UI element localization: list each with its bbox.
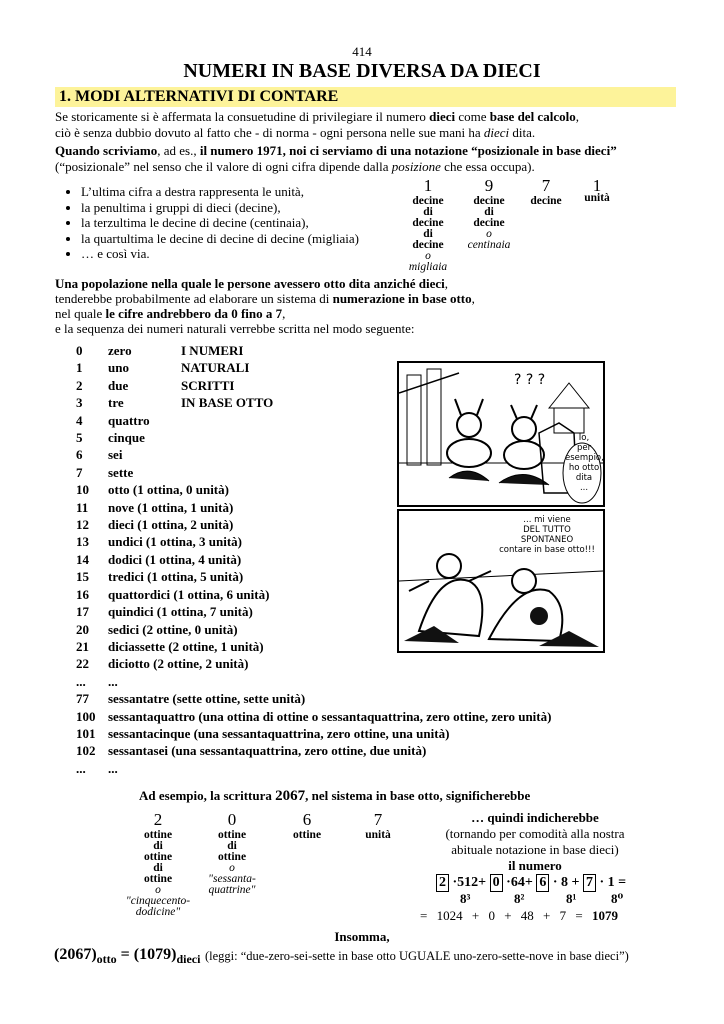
number-name: sei <box>108 447 123 463</box>
number-name: sessantacinque (una sessantaquattrina, zero ottine, una unità) <box>108 725 450 741</box>
digit-1971-thousands: 1 decine di decine di decine o migliaia <box>408 176 448 273</box>
number-name: diciassette (2 ottine, 1 unità) <box>108 638 264 654</box>
positional-line-2: (“posizionale” nel senso che il valore di ogni cifra dipende dalla posizione che essa occupa). <box>55 159 535 174</box>
table-row <box>76 725 551 742</box>
base-eight-line-3: nel quale le cifre andrebbero da 0 fino a 7, <box>55 306 286 321</box>
number-base-eight: 102 <box>76 743 96 759</box>
table-title: I NUMERI NATURALI SCRITTI IN BASE OTTO <box>181 343 274 411</box>
table-row <box>76 742 551 759</box>
example-intro: Ad esempio, la scrittura 2067, nel sistema in base otto, significherebbe <box>139 788 531 804</box>
formula-sum: = 1024 + 0 + 48 + 7 = 1079 <box>420 908 618 923</box>
number-base-eight: 13 <box>76 534 89 550</box>
cartoon-question-marks: ? ? ? <box>514 372 546 388</box>
number-name: ... <box>108 760 118 776</box>
conversion-formula: 2 ·512+ 0 ·64+ 6 · 8 + 7 · 1 = <box>436 874 626 892</box>
digit-2067-512s: 2 ottine di ottine di ottine o "cinquecento- dodicine" <box>125 810 191 918</box>
table-row <box>76 673 551 690</box>
base-eight-line-1: Una popolazione nella quale le persone avessero otto dita anziché dieci, <box>55 276 448 291</box>
positional-bullet-list <box>55 184 359 262</box>
final-equality: $(2067)_{otto} = (1079)_{dieci}$ <box>54 946 201 967</box>
number-base-eight: 100 <box>76 708 96 724</box>
number-base-eight: 11 <box>76 499 89 515</box>
number-base-eight: 4 <box>76 412 83 428</box>
number-name: nove (1 ottina, 1 unità) <box>108 499 234 515</box>
number-name: due <box>108 377 129 393</box>
cartoon-panel-2 <box>397 509 605 653</box>
digit-1971-units: 1 unità <box>584 176 610 204</box>
number-base-eight: 77 <box>76 691 89 707</box>
number-name: sessantatre (sette ottine, sette unità) <box>108 691 306 707</box>
insomma-label: Insomma, <box>334 929 390 944</box>
number-name: sette <box>108 464 134 480</box>
number-base-eight: ... <box>76 760 86 776</box>
number-base-eight: 12 <box>76 517 89 533</box>
power-8-1: 8¹ <box>566 891 577 906</box>
number-base-eight: 0 <box>76 343 83 358</box>
number-name: cinque <box>108 430 145 446</box>
number-base-eight: 15 <box>76 569 89 585</box>
number-name: sessantasei (una sessantaquattrina, zero ottine, due unità) <box>108 743 427 759</box>
intro-line-1: Se storicamente si è affermata la consuetudine di privilegiare il numero dieci come base del calcolo, <box>55 109 579 124</box>
table-row <box>76 342 551 359</box>
number-base-eight: 5 <box>76 430 83 446</box>
number-name: otto (1 ottina, 0 unità) <box>108 482 229 498</box>
number-base-eight: 22 <box>76 656 89 672</box>
positional-line-1: Quando scriviamo, ad es., il numero 1971, noi ci serviamo di una notazione “posizionale in base dieci” <box>55 143 617 158</box>
number-name: undici (1 ottina, 3 unità) <box>108 534 242 550</box>
number-name: quattro <box>108 412 150 428</box>
digit-1971-tens: 7 decine <box>530 176 562 207</box>
page-title: NUMERI IN BASE DIVERSA DA DIECI <box>183 60 541 82</box>
number-base-eight: 21 <box>76 638 89 654</box>
digit-2067-64s: 0 ottine di ottine o "sessanta- quattrine" <box>208 810 256 896</box>
number-base-eight: 2 <box>76 377 83 393</box>
number-base-eight: 101 <box>76 725 96 741</box>
digit-1971-hundreds: 9 decine di decine o centinaia <box>467 176 511 251</box>
page-number: 414 <box>352 44 372 59</box>
bullet-item: • la terzultima le decine di decine (centinaia), <box>81 215 359 231</box>
number-name: sessantaquattro (una ottina di ottine o sessantaquattrina, zero ottine, zero unità) <box>108 708 552 724</box>
number-base-eight: 10 <box>76 482 89 498</box>
power-8-0: 8⁰ <box>611 891 624 906</box>
number-name: dieci (1 ottina, 2 unità) <box>108 517 234 533</box>
number-name: quattordici (1 ottina, 6 unità) <box>108 586 270 602</box>
digit-2067-eights: 6 ottine <box>292 810 322 841</box>
number-name: zero <box>108 343 132 358</box>
number-name: tre <box>108 395 124 411</box>
number-base-eight: 7 <box>76 464 83 480</box>
number-name: dodici (1 ottina, 4 unità) <box>108 551 242 567</box>
number-name: quindici (1 ottina, 7 unità) <box>108 604 253 620</box>
number-name: ... <box>108 673 118 689</box>
power-8-2: 8² <box>514 891 525 906</box>
base-eight-line-4: e la sequenza dei numeri naturali verrebbe scritta nel modo seguente: <box>55 321 415 336</box>
bullet-item: • … e così via. <box>81 246 359 262</box>
bullet-item: • la quartultima le decine di decine di decine (migliaia) <box>81 231 359 247</box>
cartoon-speech-2: ... mi viene DEL TUTTO SPONTANEO contare in base otto!!! <box>493 515 601 555</box>
section-heading: 1. MODI ALTERNATIVI DI CONTARE <box>55 87 676 107</box>
number-name: uno <box>108 360 129 376</box>
cartoon-speech-1: Io, per esempio, ho otto dita ... <box>565 433 604 493</box>
number-name: tredici (1 ottina, 5 unità) <box>108 569 244 585</box>
table-row <box>76 690 551 707</box>
number-base-eight: ... <box>76 673 86 689</box>
final-reading: (leggi: “due-zero-sei-sette in base otto UGUALE uno-zero-sette-nove in base dieci”) <box>205 949 629 963</box>
cartoon-panel-1 <box>397 361 605 507</box>
number-name: sedici (2 ottine, 0 unità) <box>108 621 238 637</box>
number-base-eight: 14 <box>76 551 89 567</box>
power-8-3: 8³ <box>460 891 471 906</box>
conversion-explanation: … quindi indicherebbe (tornando per comodità alla nostra abituale notazione in base dieci) il numero <box>445 810 625 873</box>
number-base-eight: 6 <box>76 447 83 463</box>
intro-line-2: ciò è senza dubbio dovuto al fatto che - di norma - ogni persona nelle sue mani ha dieci dita. <box>55 125 536 140</box>
bullet-item: • L’ultima cifra a destra rappresenta le unità, <box>81 184 359 200</box>
number-base-eight: 1 <box>76 360 83 376</box>
number-base-eight: 20 <box>76 621 89 637</box>
number-name: diciotto (2 ottine, 2 unità) <box>108 656 249 672</box>
table-row <box>76 708 551 725</box>
digit-2067-units: 7 unità <box>365 810 391 841</box>
number-base-eight: 3 <box>76 395 83 411</box>
bullet-item: • la penultima i gruppi di dieci (decine), <box>81 200 359 216</box>
number-base-eight: 17 <box>76 604 89 620</box>
table-row <box>76 655 551 672</box>
table-row <box>76 760 551 777</box>
number-base-eight: 16 <box>76 586 89 602</box>
base-eight-line-2: tenderebbe probabilmente ad elaborare un sistema di numerazione in base otto, <box>55 291 475 306</box>
